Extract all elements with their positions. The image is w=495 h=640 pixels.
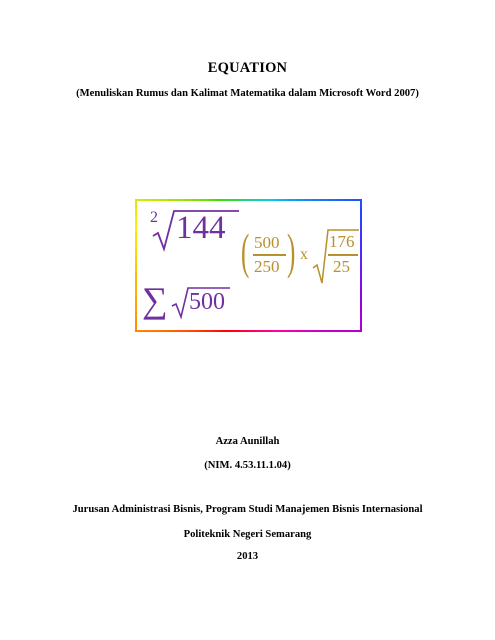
fraction-denominator: 250 [254,257,280,276]
sqrt-fraction-numerator: 176 [329,232,355,251]
equation-canvas [137,201,360,330]
author-name: Azza Aunillah [215,436,280,447]
institution: Politeknik Negeri Semarang [183,529,312,540]
left-paren: ( [241,223,250,279]
document-subtitle: (Menuliskan Rumus dan Kalimat Matematika dalam Microsoft Word 2007) [76,88,419,99]
sqrt-fraction-denominator: 25 [333,257,350,276]
document-title: EQUATION [207,60,288,76]
sum-symbol: ∑ [142,280,168,320]
fraction-numerator: 500 [254,233,280,252]
sum-radicand: 500 [189,289,225,315]
root-index: 2 [150,209,158,226]
right-paren: ) [287,223,296,279]
fraction-bar [253,254,286,256]
times-sign: x [300,246,308,263]
department: Jurusan Administrasi Bisnis, Program Studi Manajemen Bisnis Internasional [72,504,423,515]
student-id: (NIM. 4.53.11.1.04) [204,460,291,471]
root-radicand: 144 [176,210,226,246]
equation-image [135,199,362,332]
year: 2013 [236,551,259,562]
sqrt-fraction-bar [328,254,358,256]
